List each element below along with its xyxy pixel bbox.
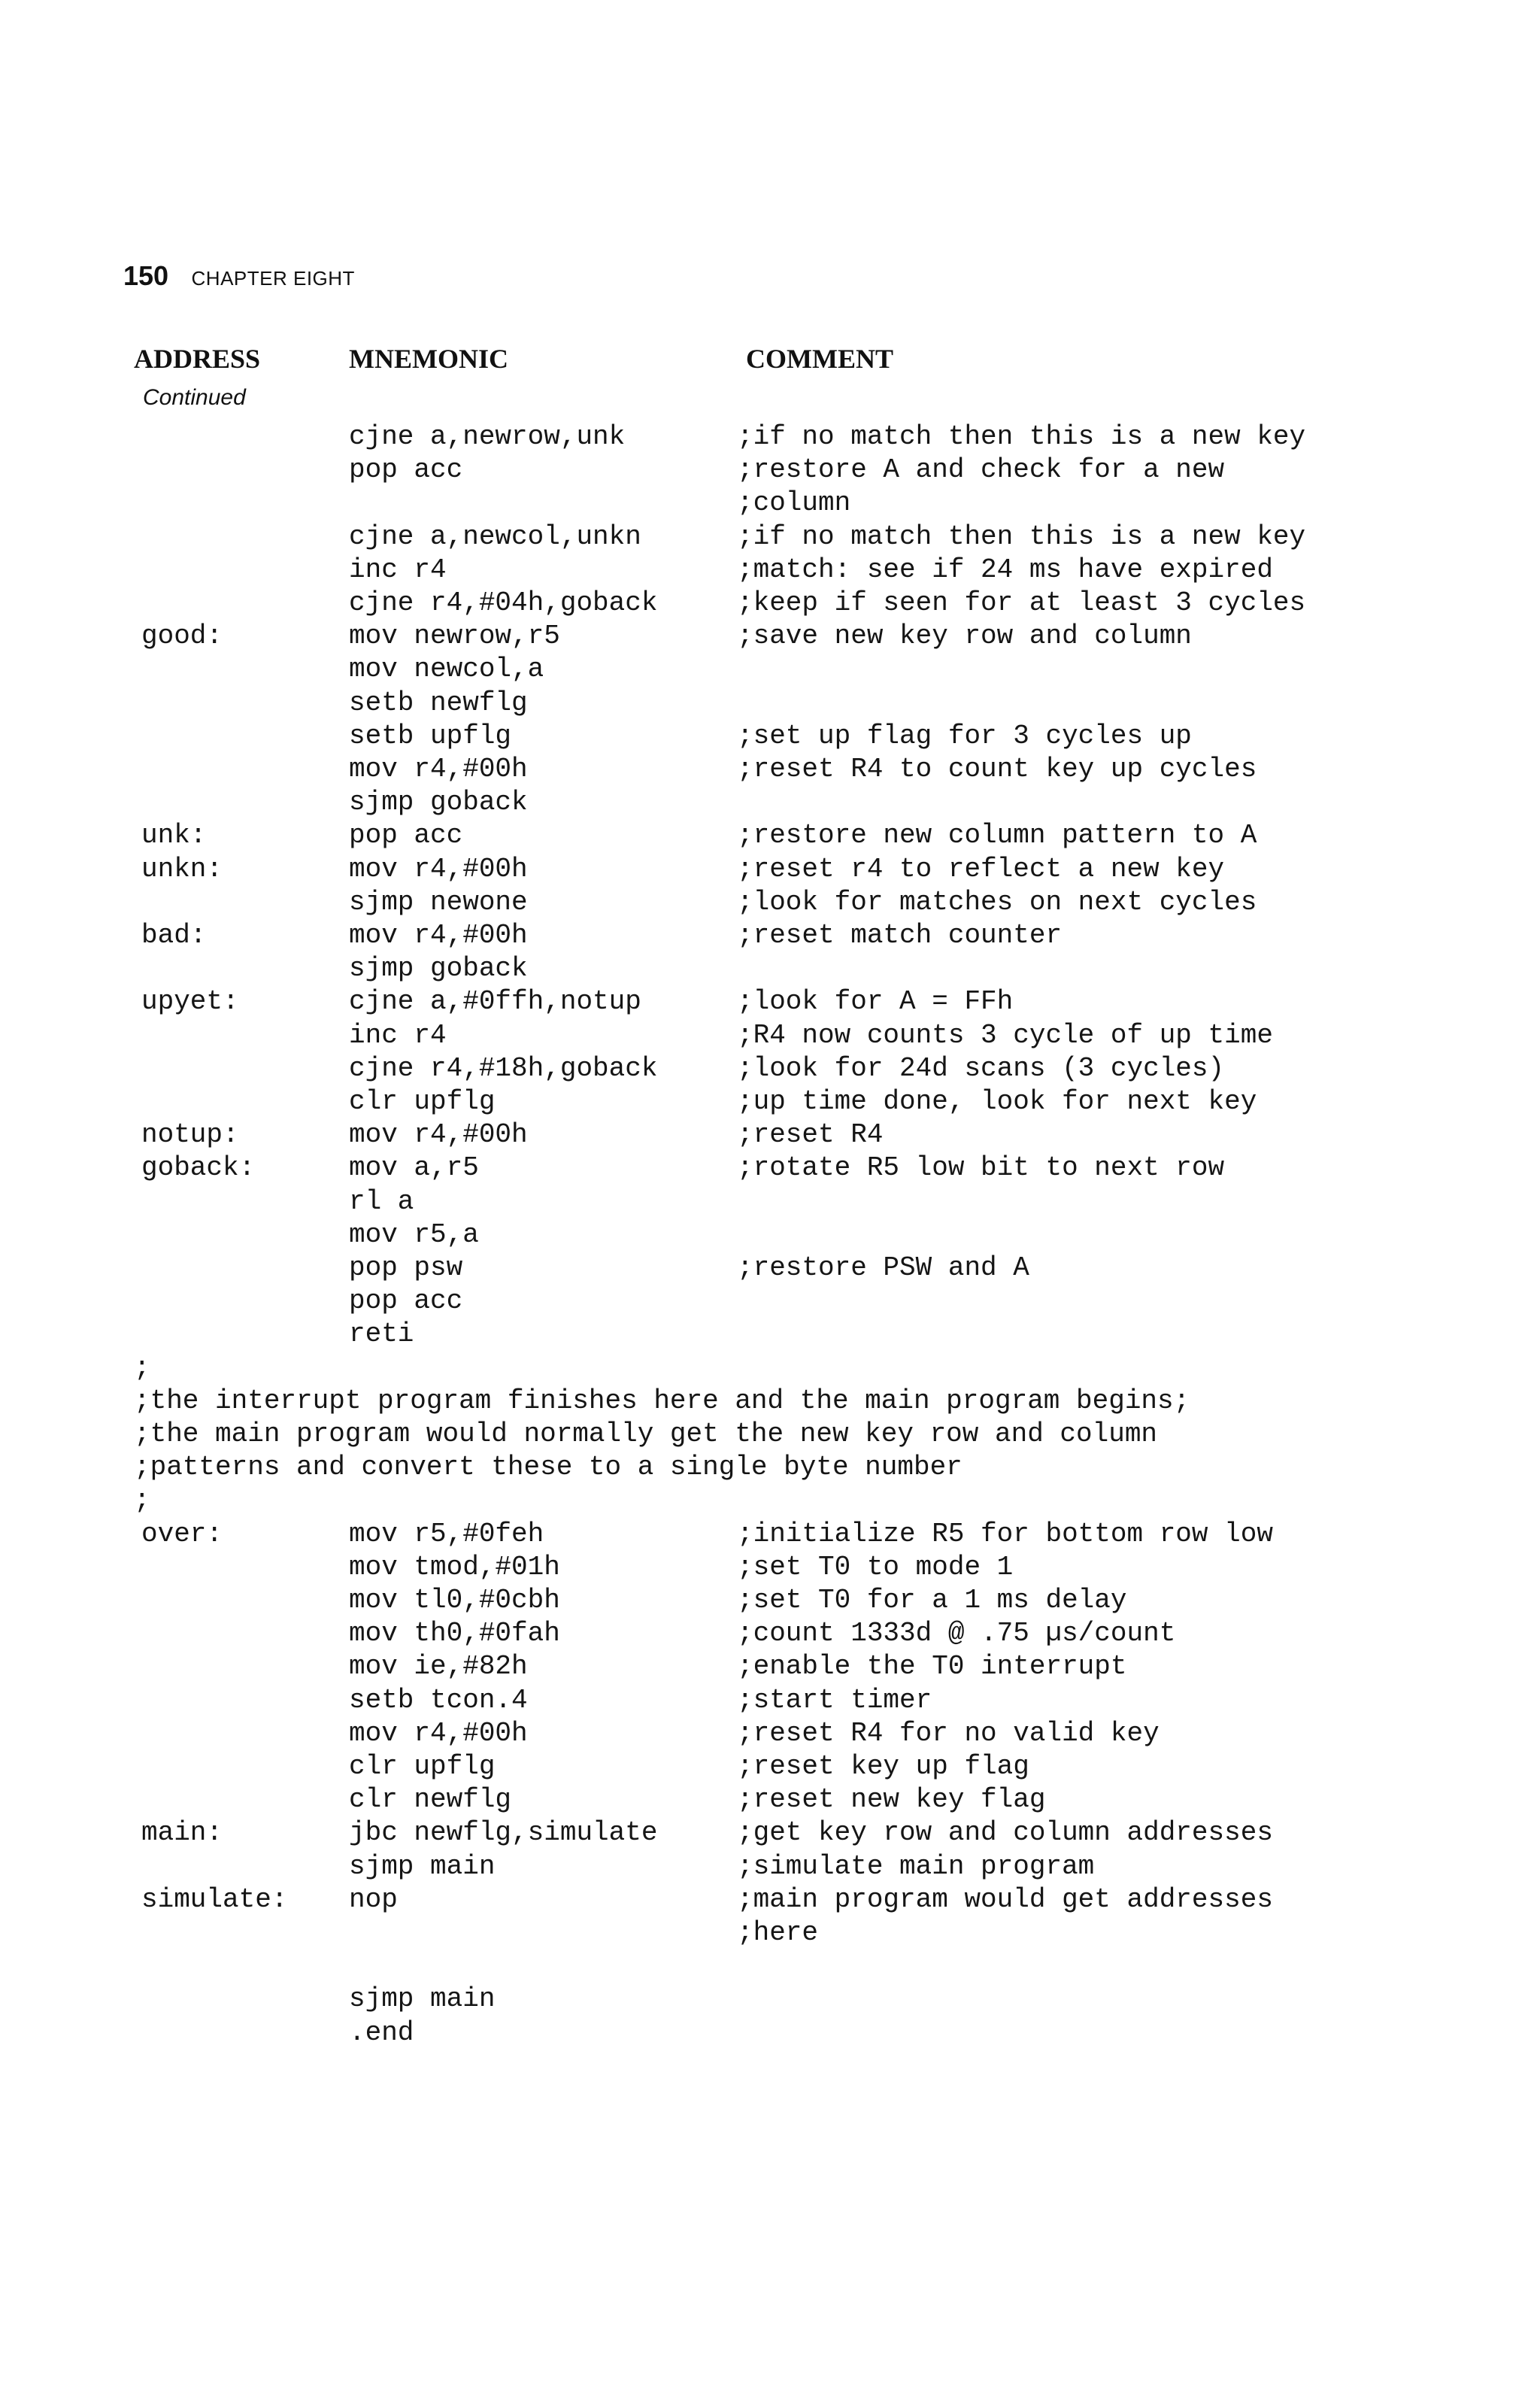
line-label: over:	[141, 1519, 223, 1549]
line-mnemonic: setb newflg	[349, 687, 528, 718]
line-mnemonic: inc r4	[349, 554, 447, 585]
main-listing-line	[0, 1519, 1429, 1552]
main-listing-line	[0, 1884, 1429, 1917]
listing-line	[0, 854, 1429, 887]
chapter-title: CHAPTER EIGHT	[191, 267, 355, 290]
listing-line	[0, 953, 1429, 986]
line-mnemonic: cjne r4,#04h,goback	[349, 587, 658, 618]
listing-line	[0, 1285, 1429, 1318]
listing-line	[0, 1053, 1429, 1086]
line-mnemonic: mov newcol,a	[349, 654, 544, 684]
line-comment: ;R4 now counts 3 cycle of up time	[737, 1020, 1273, 1051]
line-mnemonic: clr upflg	[349, 1751, 496, 1782]
line-comment: ;look for A = FFh	[737, 986, 1014, 1017]
line-mnemonic: mov tl0,#0cbh	[349, 1585, 560, 1616]
line-mnemonic: sjmp goback	[349, 953, 528, 984]
line-comment: ;look for 24d scans (3 cycles)	[737, 1053, 1225, 1084]
line-mnemonic: setb upflg	[349, 721, 512, 751]
listing-line	[0, 687, 1429, 721]
line-mnemonic: mov th0,#0fah	[349, 1618, 560, 1649]
listing-line	[0, 587, 1429, 621]
line-comment: ;restore A and check for a new	[737, 454, 1225, 485]
listing-line	[0, 887, 1429, 920]
line-comment: ;reset R4 for no valid key	[737, 1718, 1160, 1749]
listing-line	[0, 920, 1429, 953]
line-mnemonic: cjne a,#0ffh,notup	[349, 986, 641, 1017]
listing-line	[0, 1318, 1429, 1352]
line-comment: ;start timer	[737, 1685, 932, 1716]
mnemonic-column-header: MNEMONIC	[349, 344, 508, 374]
line-mnemonic: mov r4,#00h	[349, 920, 528, 951]
continued-label: Continued	[143, 385, 246, 410]
line-mnemonic: inc r4	[349, 1020, 447, 1051]
note-line	[0, 1452, 1429, 1485]
main-listing-line	[0, 1950, 1429, 1983]
listing-line	[0, 454, 1429, 487]
main-listing-line	[0, 1851, 1429, 1884]
main-listing-line	[0, 2017, 1429, 2050]
line-mnemonic: sjmp main	[349, 1983, 496, 2014]
listing-line	[0, 787, 1429, 820]
main-listing-line	[0, 1552, 1429, 1585]
line-comment: ;match: see if 24 ms have expired	[737, 554, 1273, 585]
main-listing-line	[0, 1784, 1429, 1817]
line-mnemonic: sjmp goback	[349, 787, 528, 818]
listing-line	[0, 754, 1429, 787]
line-mnemonic: pop psw	[349, 1252, 463, 1283]
line-mnemonic: rl a	[349, 1186, 414, 1217]
listing-line	[0, 721, 1429, 754]
line-comment: ;main program would get addresses	[737, 1884, 1273, 1915]
main-listing-line	[0, 1983, 1429, 2016]
line-mnemonic: sjmp main	[349, 1851, 496, 1882]
line-comment: ;save new key row and column	[737, 621, 1192, 651]
line-mnemonic: .end	[349, 2017, 414, 2048]
line-mnemonic: jbc newflg,simulate	[349, 1817, 658, 1848]
line-mnemonic: pop acc	[349, 820, 463, 851]
line-comment: ;restore new column pattern to A	[737, 820, 1257, 851]
main-listing-line	[0, 1651, 1429, 1684]
line-comment: ;if no match then this is a new key	[737, 521, 1306, 552]
main-listing-line	[0, 1751, 1429, 1784]
line-label: notup:	[141, 1119, 239, 1150]
line-mnemonic: mov r4,#00h	[349, 1718, 528, 1749]
page-number: 150	[123, 260, 169, 291]
line-mnemonic: mov newrow,r5	[349, 621, 560, 651]
line-label: upyet:	[141, 986, 239, 1017]
listing-line	[0, 820, 1429, 853]
page-header	[123, 260, 355, 292]
line-comment: ;simulate main program	[737, 1851, 1095, 1882]
line-mnemonic: mov tmod,#01h	[349, 1552, 560, 1582]
line-comment: ;set T0 to mode 1	[737, 1552, 1014, 1582]
line-mnemonic: reti	[349, 1318, 414, 1349]
line-comment: ;reset R4	[737, 1119, 884, 1150]
line-comment: ;reset match counter	[737, 920, 1063, 951]
line-comment: ;reset key up flag	[737, 1751, 1029, 1782]
line-mnemonic: setb tcon.4	[349, 1685, 528, 1716]
line-comment: ;enable the T0 interrupt	[737, 1651, 1127, 1682]
line-comment: ;if no match then this is a new key	[737, 421, 1306, 452]
line-mnemonic: clr upflg	[349, 1086, 496, 1117]
main-listing-line	[0, 1585, 1429, 1618]
line-label: good:	[141, 621, 223, 651]
line-label: unk:	[141, 820, 207, 851]
line-mnemonic: mov a,r5	[349, 1152, 479, 1183]
line-comment: ;here	[737, 1917, 819, 1948]
line-mnemonic: cjne a,newrow,unk	[349, 421, 626, 452]
line-comment: ;count 1333d @ .75 µs/count	[737, 1618, 1176, 1649]
note-line	[0, 1352, 1429, 1385]
line-mnemonic: cjne a,newcol,unkn	[349, 521, 641, 552]
listing-line	[0, 654, 1429, 687]
line-comment: ;look for matches on next cycles	[737, 887, 1257, 918]
line-comment: ;restore PSW and A	[737, 1252, 1029, 1283]
comment-column-header: COMMENT	[746, 344, 893, 374]
line-label: simulate:	[141, 1884, 288, 1915]
line-mnemonic: mov r4,#00h	[349, 754, 528, 784]
listing-line	[0, 621, 1429, 654]
note-text: ;	[134, 1485, 150, 1516]
note-text: ;the interrupt program finishes here and the main program begins;	[134, 1385, 1190, 1416]
note-text: ;patterns and convert these to a single byte number	[134, 1452, 962, 1482]
note-line	[0, 1485, 1429, 1518]
listing-line	[0, 1252, 1429, 1285]
note-text: ;the main program would normally get the new key row and column	[134, 1419, 1158, 1449]
line-comment: ;column	[737, 487, 851, 518]
listing-line	[0, 986, 1429, 1019]
listing-line	[0, 1119, 1429, 1152]
listing-line	[0, 1020, 1429, 1053]
line-mnemonic: pop acc	[349, 454, 463, 485]
main-listing-line	[0, 1685, 1429, 1718]
line-comment: ;reset new key flag	[737, 1784, 1046, 1815]
main-listing-line	[0, 1817, 1429, 1850]
line-comment: ;set T0 for a 1 ms delay	[737, 1585, 1127, 1616]
line-label: bad:	[141, 920, 207, 951]
line-label: goback:	[141, 1152, 256, 1183]
main-listing-line	[0, 1718, 1429, 1751]
line-comment: ;reset r4 to reflect a new key	[737, 854, 1225, 885]
line-comment: ;reset R4 to count key up cycles	[737, 754, 1257, 784]
listing-line	[0, 1219, 1429, 1252]
line-comment: ;rotate R5 low bit to next row	[737, 1152, 1225, 1183]
line-mnemonic: mov ie,#82h	[349, 1651, 528, 1682]
line-mnemonic: nop	[349, 1884, 398, 1915]
note-text: ;	[134, 1352, 150, 1383]
listing-line	[0, 421, 1429, 454]
listing-line	[0, 554, 1429, 587]
line-comment: ;set up flag for 3 cycles up	[737, 721, 1192, 751]
line-label: unkn:	[141, 854, 223, 885]
listing-line	[0, 1186, 1429, 1219]
line-mnemonic: mov r5,a	[349, 1219, 479, 1250]
line-comment: ;get key row and column addresses	[737, 1817, 1273, 1848]
line-mnemonic: pop acc	[349, 1285, 463, 1316]
listing-line	[0, 521, 1429, 554]
line-label: main:	[141, 1817, 223, 1848]
line-mnemonic: cjne r4,#18h,goback	[349, 1053, 658, 1084]
listing-line	[0, 487, 1429, 520]
address-column-header: ADDRESS	[134, 344, 261, 374]
line-mnemonic: mov r4,#00h	[349, 1119, 528, 1150]
listing-line	[0, 1152, 1429, 1185]
note-line	[0, 1385, 1429, 1419]
line-mnemonic: sjmp newone	[349, 887, 528, 918]
line-comment: ;up time done, look for next key	[737, 1086, 1257, 1117]
line-comment: ;initialize R5 for bottom row low	[737, 1519, 1273, 1549]
note-line	[0, 1419, 1429, 1452]
listing-line	[0, 1086, 1429, 1119]
line-mnemonic: mov r5,#0feh	[349, 1519, 544, 1549]
main-listing-line	[0, 1618, 1429, 1651]
line-mnemonic: clr newflg	[349, 1784, 512, 1815]
line-mnemonic: mov r4,#00h	[349, 854, 528, 885]
line-comment: ;keep if seen for at least 3 cycles	[737, 587, 1306, 618]
main-listing-line	[0, 1917, 1429, 1950]
